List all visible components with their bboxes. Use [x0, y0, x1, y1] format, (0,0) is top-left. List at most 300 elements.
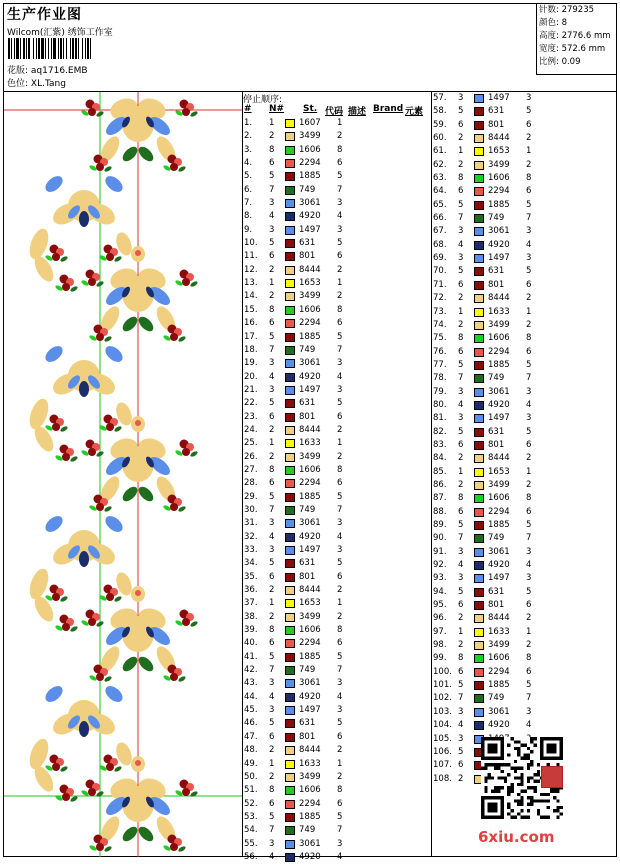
row-index: 24.	[244, 424, 258, 435]
row-stop: 1	[337, 598, 343, 609]
motif-a-1-crown-center	[135, 250, 141, 256]
row-stop: 7	[526, 533, 532, 544]
row-code: 749	[299, 504, 316, 515]
stop-row	[243, 344, 431, 357]
stop-row	[432, 626, 620, 639]
stop-row	[243, 210, 431, 223]
stop-row	[243, 717, 431, 730]
stop-rows-left	[243, 117, 431, 864]
row-needle: 5	[269, 651, 275, 662]
row-needle: 5	[269, 398, 275, 409]
motif-b-2-flower-petal	[62, 623, 70, 631]
color-swatch	[285, 266, 295, 275]
row-index: 27.	[244, 464, 258, 475]
qr-module	[527, 763, 530, 766]
row-stop: 8	[337, 785, 343, 796]
row-stop: 4	[526, 560, 532, 571]
row-index: 3.	[244, 144, 253, 155]
row-code: 3499	[299, 291, 321, 302]
stop-row	[432, 452, 620, 465]
stop-row	[243, 557, 431, 570]
motif-b-3-flower-leaf	[55, 794, 64, 801]
qr-module	[494, 789, 497, 792]
row-stop: 5	[526, 266, 532, 277]
color-swatch	[285, 359, 295, 368]
row-needle: 7	[458, 533, 464, 544]
stop-row	[243, 704, 431, 717]
stop-row	[243, 838, 431, 851]
qr-module	[497, 786, 500, 789]
color-swatch	[474, 694, 484, 703]
row-index: 98.	[433, 640, 447, 651]
row-stop: 7	[526, 693, 532, 704]
qr-module	[556, 816, 559, 819]
row-needle: 4	[269, 851, 275, 862]
color-swatch	[285, 813, 295, 822]
qr-module	[533, 786, 536, 789]
row-code: 801	[488, 119, 505, 130]
row-needle: 6	[269, 571, 275, 582]
color-swatch	[474, 121, 484, 130]
row-index: 28.	[244, 478, 258, 489]
row-code: 1633	[488, 626, 510, 637]
motif-a-3-flower-petal	[96, 673, 104, 681]
row-needle: 5	[458, 266, 464, 277]
row-code: 4920	[299, 211, 321, 222]
row-needle: 5	[269, 331, 275, 342]
row-stop: 6	[526, 600, 532, 611]
color-swatch	[285, 132, 295, 141]
row-stop: 1	[526, 466, 532, 477]
motif-a-2-flower-petal	[170, 503, 178, 511]
row-stop: 3	[526, 413, 532, 424]
row-stop: 8	[526, 173, 532, 184]
row-code: 631	[299, 398, 316, 409]
motif-b-0-flower-petal	[52, 253, 60, 261]
motif-a-3-flower-leaf	[190, 620, 199, 627]
color-swatch	[285, 212, 295, 221]
stop-row	[432, 479, 620, 492]
color-swatch	[474, 534, 484, 543]
row-index: 35.	[244, 571, 258, 582]
motif-a-0-green	[136, 144, 156, 164]
color-swatch	[474, 494, 484, 503]
row-needle: 3	[269, 224, 275, 235]
motif-a-2-flower-leaf	[175, 449, 184, 456]
motif-a-1-flower-leaf	[163, 334, 172, 341]
motif-a-4-flower-leaf	[104, 845, 113, 852]
color-swatch	[474, 361, 484, 370]
motif-a-2-flower-leaf	[163, 504, 172, 511]
color-swatch	[285, 800, 295, 809]
qr-module	[517, 799, 520, 802]
qr-module	[484, 763, 487, 766]
qr-module	[511, 816, 514, 819]
row-code: 8444	[299, 264, 321, 275]
row-needle: 3	[269, 384, 275, 395]
stop-row	[243, 464, 431, 477]
motif-a-4-flower-petal	[182, 788, 190, 796]
color-swatch	[474, 267, 484, 276]
motif-b-3-scroll	[102, 683, 125, 705]
stop-row	[432, 439, 620, 452]
row-stop: 7	[526, 373, 532, 384]
row-code: 1497	[299, 705, 321, 716]
stop-row	[432, 279, 620, 292]
production-sheet	[3, 3, 617, 862]
stop-rows-right	[432, 92, 620, 786]
stop-row	[243, 811, 431, 824]
row-code: 1633	[299, 758, 321, 769]
qr-module	[520, 783, 523, 786]
color-swatch	[474, 321, 484, 330]
row-stop: 7	[337, 825, 343, 836]
qr-module	[501, 776, 504, 779]
stop-row	[432, 372, 620, 385]
motif-a-3-flower-leaf	[178, 675, 187, 682]
motif-a-4-flower-leaf	[178, 845, 187, 852]
row-code: 2294	[488, 666, 510, 677]
color-swatch	[474, 227, 484, 236]
color-swatch	[285, 653, 295, 662]
row-stop: 2	[526, 613, 532, 624]
row-code: 8444	[299, 424, 321, 435]
row-stop: 2	[526, 319, 532, 330]
stop-row	[243, 597, 431, 610]
color-swatch	[474, 294, 484, 303]
row-code: 4920	[299, 371, 321, 382]
row-stop: 5	[337, 238, 343, 249]
row-needle: 1	[458, 466, 464, 477]
color-swatch	[285, 733, 295, 742]
row-code: 1497	[299, 545, 321, 555]
row-needle: 8	[458, 333, 464, 344]
row-needle: 7	[458, 213, 464, 224]
row-needle: 1	[269, 758, 275, 769]
row-index: 75.	[433, 333, 447, 344]
row-needle: 7	[458, 693, 464, 704]
qr-module	[524, 816, 527, 819]
row-stop: 2	[337, 745, 343, 756]
qr-module	[501, 786, 504, 789]
stop-row	[243, 477, 431, 490]
qr-module	[530, 760, 533, 763]
row-needle: 3	[458, 573, 464, 584]
motif-b-1-flower-leaf	[55, 454, 64, 461]
row-needle: 6	[269, 411, 275, 422]
color-swatch	[474, 174, 484, 183]
motif-a-1-flower-petal	[88, 278, 96, 286]
qr-module	[507, 763, 510, 766]
color-swatch	[474, 187, 484, 196]
row-stop: 3	[526, 226, 532, 237]
row-needle: 8	[269, 625, 275, 636]
color-swatch	[474, 521, 484, 530]
row-stop: 5	[526, 520, 532, 530]
row-code: 631	[299, 558, 316, 569]
qr-module	[520, 757, 523, 760]
color-swatch	[474, 374, 484, 383]
motif-a-1-green	[136, 314, 156, 334]
row-stop: 2	[337, 451, 343, 462]
color-swatch	[474, 241, 484, 250]
row-stop: 1	[526, 146, 532, 157]
row-needle: 8	[269, 464, 275, 475]
row-stop: 6	[526, 279, 532, 290]
row-stop: 5	[337, 171, 343, 182]
row-code: 3061	[299, 838, 321, 849]
row-needle: 2	[269, 424, 275, 435]
row-index: 104.	[433, 720, 452, 731]
row-needle: 5	[458, 520, 464, 530]
qr-finder	[488, 803, 498, 813]
row-index: 25.	[244, 438, 258, 449]
qr-module	[527, 747, 530, 750]
row-index: 19.	[244, 358, 258, 369]
row-needle: 2	[458, 453, 464, 464]
motif-a-2-flower-leaf	[178, 505, 187, 512]
row-stop: 5	[526, 680, 532, 691]
color-swatch	[285, 306, 295, 315]
row-stop: 8	[337, 304, 343, 315]
motif-a-0-flower-leaf	[104, 165, 113, 172]
row-index: 74.	[433, 319, 447, 330]
row-needle: 4	[458, 239, 464, 250]
color-swatch	[285, 719, 295, 728]
row-index: 96.	[433, 613, 447, 624]
row-needle: 6	[269, 638, 275, 649]
stop-row	[432, 412, 620, 425]
row-code: 4920	[299, 851, 321, 862]
qr-module	[517, 747, 520, 750]
row-needle: 3	[458, 226, 464, 237]
motif-a-4-flower-leaf	[163, 844, 172, 851]
stop-row	[243, 451, 431, 464]
row-needle: 3	[269, 678, 275, 689]
qr-module	[556, 789, 559, 792]
row-stop: 7	[337, 504, 343, 515]
color-swatch	[285, 519, 295, 528]
stat-label: 宽度:	[539, 44, 559, 54]
stop-row	[243, 397, 431, 410]
color-swatch	[285, 706, 295, 715]
row-needle: 3	[458, 546, 464, 557]
motif-a-2-crown-center	[135, 420, 141, 426]
stat-value: 572.6 mm	[558, 44, 606, 54]
stat-row	[537, 4, 617, 17]
row-needle: 5	[458, 680, 464, 691]
qr-module	[517, 793, 520, 796]
row-index: 14.	[244, 291, 258, 302]
row-stop: 2	[337, 291, 343, 302]
motif-a-2-flower-petal	[88, 448, 96, 456]
motif-a-1-flower-petal	[182, 278, 190, 286]
color-swatch	[285, 466, 295, 475]
stop-row	[432, 692, 620, 705]
row-stop: 2	[526, 159, 532, 170]
row-index: 53.	[244, 811, 258, 822]
stop-row	[432, 359, 620, 372]
row-code: 631	[299, 718, 316, 729]
row-index: 87.	[433, 493, 447, 504]
color-swatch	[474, 601, 484, 610]
row-index: 78.	[433, 373, 447, 384]
qr-module	[537, 763, 540, 766]
row-code: 801	[488, 439, 505, 450]
row-needle: 6	[458, 279, 464, 290]
row-code: 3499	[488, 640, 510, 651]
row-index: 47.	[244, 731, 258, 742]
row-code: 631	[488, 426, 505, 437]
row-needle: 1	[269, 118, 275, 128]
color-swatch	[474, 508, 484, 517]
qr-module	[533, 789, 536, 792]
stop-row	[432, 612, 620, 625]
row-stop: 1	[526, 626, 532, 637]
row-stop: 5	[337, 718, 343, 729]
motif-b-2-accent	[79, 551, 89, 567]
row-index: 97.	[433, 626, 447, 637]
row-index: 37.	[244, 598, 258, 609]
row-code: 749	[488, 373, 505, 384]
stop-row	[243, 130, 431, 143]
stop-row	[432, 212, 620, 225]
row-stop: 3	[337, 838, 343, 849]
row-index: 15.	[244, 304, 258, 315]
stop-row	[432, 492, 620, 505]
row-stop: 6	[526, 186, 532, 197]
qr-module	[520, 776, 523, 779]
header-brand: Brand	[373, 104, 404, 114]
stop-row	[243, 531, 431, 544]
row-code: 2294	[299, 638, 321, 649]
qr-module	[511, 809, 514, 812]
stop-row	[243, 331, 431, 344]
stat-value: 279235	[558, 5, 595, 15]
row-needle: 6	[458, 346, 464, 357]
motif-a-4-flower-petal	[88, 788, 96, 796]
row-code: 1606	[299, 144, 321, 155]
row-index: 44.	[244, 691, 258, 702]
watermark: 6xiu.com	[478, 828, 555, 846]
row-code: 1607	[299, 118, 321, 128]
qr-module	[507, 789, 510, 792]
row-stop: 5	[526, 199, 532, 210]
qr-module	[507, 793, 510, 796]
row-index: 102.	[433, 693, 452, 704]
motif-a-1-green	[120, 314, 140, 334]
row-index: 86.	[433, 479, 447, 490]
qr-module	[514, 816, 517, 819]
stop-row	[243, 691, 431, 704]
row-code: 801	[299, 731, 316, 742]
stop-row	[432, 319, 620, 332]
header-desc: 描述	[348, 107, 367, 117]
row-needle: 8	[458, 653, 464, 664]
qr-module	[507, 753, 510, 756]
stop-row	[432, 159, 620, 172]
qr-module	[517, 767, 520, 770]
motif-a-3-flower-petal	[88, 618, 96, 626]
qr-finder	[547, 744, 557, 754]
color-swatch	[285, 746, 295, 755]
motif-a-2-flower-leaf	[190, 450, 199, 457]
row-code: 8444	[299, 745, 321, 756]
row-needle: 2	[458, 613, 464, 624]
row-code: 3061	[488, 546, 510, 557]
color-swatch	[285, 599, 295, 608]
qr-module	[553, 796, 556, 799]
row-index: 62.	[433, 159, 447, 170]
row-stop: 5	[337, 811, 343, 822]
motif-b-1-flower-petal	[52, 423, 60, 431]
motif-b-0-flower-petal	[106, 253, 114, 261]
stop-row	[243, 371, 431, 384]
motif-b-2-scroll	[102, 513, 125, 535]
row-code: 1885	[488, 680, 510, 691]
motif-a-0-flower-leaf	[89, 164, 98, 171]
color-swatch	[285, 439, 295, 448]
stop-row	[432, 426, 620, 439]
row-index: 34.	[244, 558, 258, 569]
row-index: 49.	[244, 758, 258, 769]
stop-row	[243, 544, 431, 557]
row-index: 45.	[244, 705, 258, 716]
row-code: 1497	[488, 413, 510, 424]
row-index: 65.	[433, 199, 447, 210]
row-stop: 4	[337, 211, 343, 222]
row-stop: 3	[337, 705, 343, 716]
row-stop: 1	[337, 278, 343, 289]
qr-module	[524, 744, 527, 747]
motif-a-1-flower-leaf	[104, 335, 113, 342]
motif-b-1-scroll	[42, 343, 65, 365]
row-code: 631	[488, 106, 505, 117]
row-stop: 2	[337, 585, 343, 596]
qr-module	[547, 793, 550, 796]
qr-module	[520, 780, 523, 783]
qr-module	[556, 806, 559, 809]
qr-module	[514, 740, 517, 743]
qr-module	[511, 767, 514, 770]
motif-a-2-flower-leaf	[81, 449, 90, 456]
motif-a-3-flower-leaf	[104, 675, 113, 682]
qr-module	[517, 812, 520, 815]
row-needle: 5	[269, 811, 275, 822]
qr-module	[543, 816, 546, 819]
stop-row	[243, 290, 431, 303]
row-needle: 1	[458, 146, 464, 157]
stop-row	[432, 265, 620, 278]
color-swatch	[474, 641, 484, 650]
qr-module	[494, 767, 497, 770]
stop-row	[243, 517, 431, 530]
row-stop: 6	[337, 478, 343, 489]
qr-module	[517, 740, 520, 743]
row-index: 40.	[244, 638, 258, 649]
row-stop: 2	[526, 640, 532, 651]
color-swatch	[474, 654, 484, 663]
row-needle: 6	[269, 478, 275, 489]
row-stop: 8	[526, 653, 532, 664]
stop-row	[243, 317, 431, 330]
color-swatch	[474, 588, 484, 597]
qr-module	[533, 744, 536, 747]
row-code: 1885	[299, 171, 321, 182]
color-swatch	[285, 199, 295, 208]
row-needle: 4	[458, 399, 464, 410]
row-index: 23.	[244, 411, 258, 422]
